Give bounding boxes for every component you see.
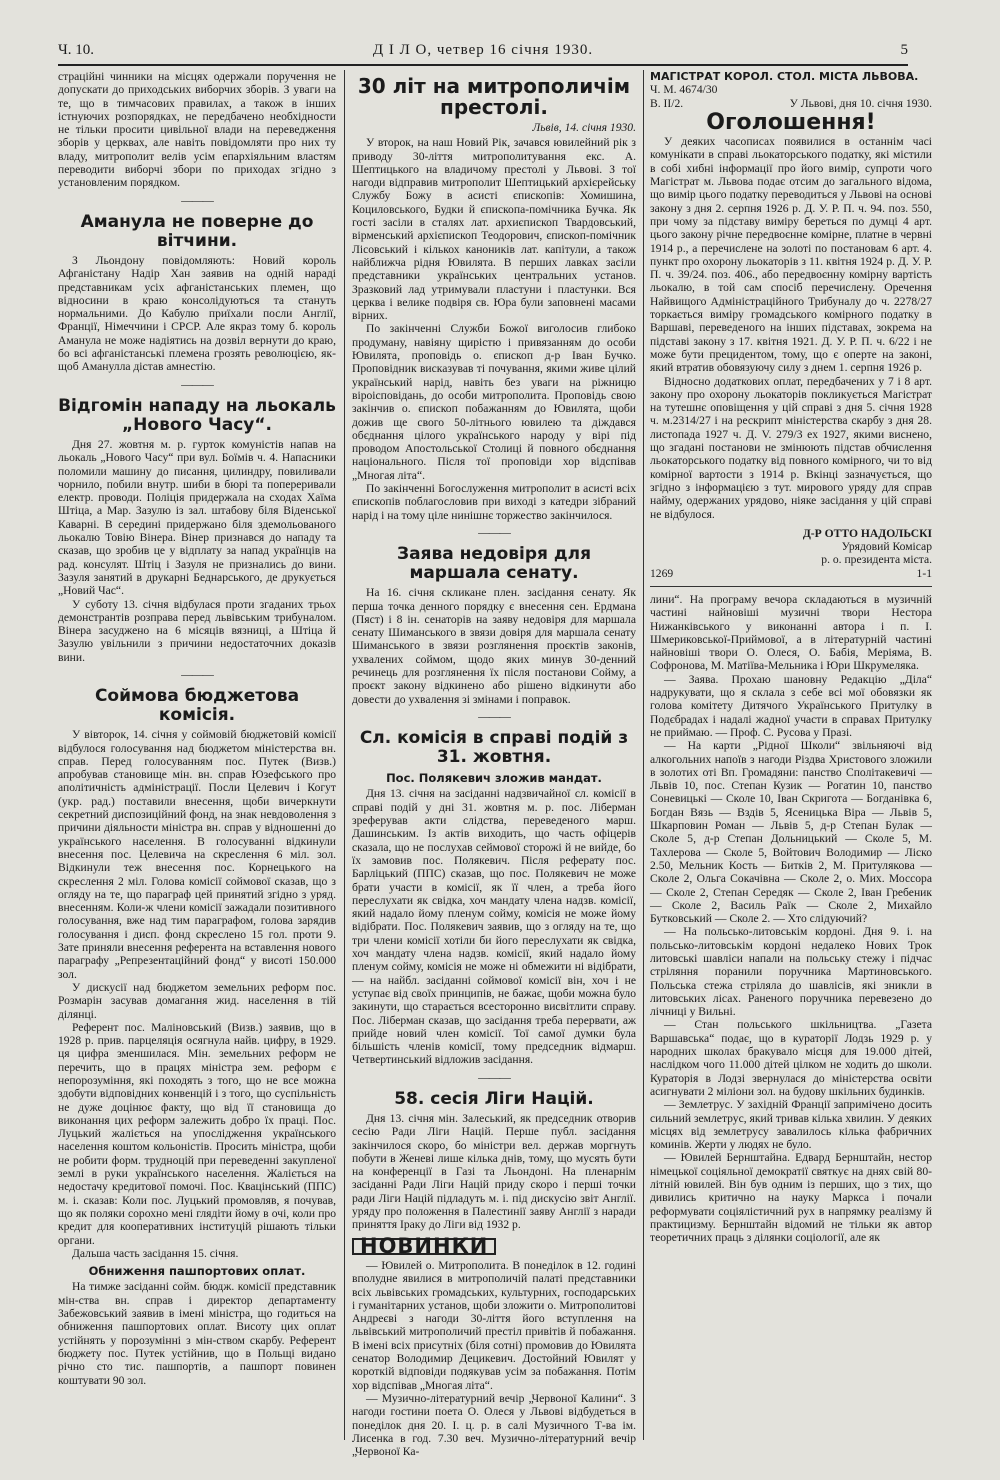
article-body-vidhomin: Дня 27. жовтня м. р. гурток комуністів напав на льокаль „Нового Часу“ при вул. Боїмів ч. 4. Напасники поломили машину до писання, цилиндру, повиливали чорнило, побили внутр. шиби в бюрі та попереривали електр. проводи. Поліція придержала на сходах Хаїма Штіца, а Мар. Зазулю із зал. штабову біля Віденської Каварні. В середині придержано біля здемольованого льокалю Товію Вінера. Вінер признався до нападу та сказав, що зробив це у відплату за напад українців на рад. консулят. Штіц і Зазуля не признались до вини. Зазуля занятий в друкарні Беднарського, де друкується „Новий Час“. bbox=[58, 437, 336, 598]
notice-signature-name: Д-Р ОТТО НАДОЛЬСКІ bbox=[802, 526, 932, 540]
article-title-soymova: Соймова бюджетова комісія. bbox=[94, 686, 300, 726]
ad-number: 1269 bbox=[650, 566, 674, 580]
article-body-obnyzhennia: На тимже засіданні сойм. бюдж. комісії представник мін-ства вн. справ і директор департаменту Забежовський заявив в імені міністра, що годиться на обниження пашпортових оплат. Висоту цих оплат устійнять у порозумінні з мін-ством скарбу. Референт бюджету пос. Путек устійнив, що в Польщі видано річно сто тис. пашпортів, а пашпорт повинен коштувати 90 зол. bbox=[58, 1280, 336, 1387]
page-header bbox=[58, 40, 908, 66]
notice-heading: Оголошення! bbox=[706, 109, 876, 135]
news-item: — Ювилей о. Митрополита. В понеділок в 12. годині вполудне явилися в митрополичій палаті представники всіх львівських громадських, культурних, господарських і гуманітарних установ, щоби зложити о. Митрополитові Андреєві з нагоди 30-ліття його вступлення на львівський митрополичий престіл привітів й побажання. В імені всіх присутніх (біля сотні) промовив до Ювилята сенатор Володимир Децикевич. Достойний Ювилят у короткій відповіди подякував усім за побажання. Потім хор відспівав „Многая літа“. bbox=[352, 1258, 636, 1392]
notice-number: Ч. М. 4674/30 bbox=[650, 83, 718, 97]
news-item: — Ювилей Бернштайна. Едвард Бернштайн, нестор німецької соціяльної демократії святкує на днях свій 80-літній ювилей. Він був одним із перших, що з тих, що дивились критично на науку Маркса і почали реформувати соціялістичний рух в напрямку реалізму й практицизму. Бернштайн відомий не тільки як автор теоретичних праць з ділянки соціології, але як bbox=[650, 1151, 932, 1245]
article-body-mitropolit: У второк, на наш Новий Рік, зачався ювилейний рік з приводу 30-ліття митрополитування екс. А. Шептицького на владичому престолі у Львові. З тої нагоди відправив митрополит Шептицький архієрейську Службу Божу в асисті єпископів: Хомишина, Коциловського, Будки й єпископа-помічника Бучка. Як гості засіли в сталях лат. архиєпископ Твардовський, вірменський архієпископ Теодорович, єпископ-помічник Лісовський і кількох каноників лат. капітули, а також найближча рідня Ювилята. В перших лавках засіли представники українських центральних установ. Зразковий лад утримували пластуни і пластунки. Вся церква і велике подвіря св. Юра були заповнені масами вірних. bbox=[352, 136, 636, 323]
article-body-mitropolit: По закінченні Богослуження митрополит в асисті всіх єпископів поблагословив при виході з катедри зібраний нарід і на тому ціле нинішнє торжество закінчилося. bbox=[352, 482, 636, 522]
news-item: — На карти „Рідної Школи“ звільняючі від алкогольних напоїв з нагоди Різдва Христового зложили в золотих оті Вп. Громадяни: панство Сполітакевичі — Львів 10, пос. Степан Кузик — Рогатин 10, панство Соневицькі — Сколе 10, Іван Скригота — Богданівка 6, Богдан Вязь — Вздів 5, Ясеницька Віра — Львів 5, Шкарповин Роман — Львів 5, д-р Степан Булак — Сколе 5, д-р Степан Дольницький — Сколе 5, М. Тахлерова — Сколе 5, Войтович Володимир — Ліско 2.50, Мельник Кость — Битків 2, М. Притулякова — Сколе 2, Ольга Сокачівна — Сколе 2, о. Мих. Моссора — Сколе 2, Степан Середяк — Сколе 2, Іван Гребеник — Сколе 2, Василь Раїк — Сколе 2, Михайло Бутковський — Сколе 2. — Хто слідуючий? bbox=[650, 739, 932, 926]
article-body-soymova: У вівторок, 14. січня у соймовій бюджетовій комісії відбулося голосування над бюджетом міністерства вн. справ. Перед голосуванням пос. Путек (Визв.) апробував становище мін. вн. справ Юзефського про аполітичність адміністрації. Посли Целевич і Когут (укр. рад.) поставили внесення, щоби вичеркнути секретний диспозиційний фонд, на знак невдоволення з причини діяльности міністра вн. справ у відношенні до українського населення. В голосуванні відкинули внесення пос. Целевича на скреслення 6 міл. зол. Відкинули теж внесення пос. Корнецького на скреслення 2 міл. Голова комісії соймової сказав, що з огляду на те, що параграф цей принятий згідно з уряд. внесенням. Коли-ж члени комісії зажадали позитивного голосування, вже над тим параграфом, голова зарядив голосування і дисп. фонд скреслено 15 гол. проти 9. Зате приняли внесення референта на вставлення нового параграфу „Репрезентаційний фонд“ у висоті 150.000 зол. bbox=[58, 728, 336, 981]
column-2 bbox=[352, 70, 636, 1459]
notice-date: У Львові, дня 10. січня 1930. bbox=[789, 96, 932, 110]
column-rule-2 bbox=[643, 70, 644, 1440]
article-title-mitropolit: 30 літ на митрополичім престолі. bbox=[357, 74, 631, 119]
article-title-amanula: Аманула не поверне до вітчини. bbox=[80, 211, 314, 251]
issue-number: Ч. 10. bbox=[58, 42, 94, 58]
article-subtitle-komisia: Пос. Полякевич зложив мандат. bbox=[386, 771, 602, 786]
news-item: лини“. На програму вечора складаються в музичній частині найновіші музичні твори Нестора Нижанківського у виконанні автора і п. І. Шмериковської-Приймової, а в літературній частині найновіші твори О. Олеся, О. Бабія, Меріяма, В. Софронова, М. Матіїва-Мельника і Юри Шкрумеляка. bbox=[650, 592, 932, 673]
news-item: — Музично-літературний вечір „Червоної Калини“. З нагоди гостини поета О. Олеся у Львові відбудеться в понеділок дня 20. І. ц. р. в салі Музичного Т-ва ім. Лисенка в год. 7.30 веч. Музично-літературний вечір „Червоної Ка- bbox=[352, 1391, 636, 1459]
article-body-soymova: Дальша часть засідання 15. січня. bbox=[72, 1246, 239, 1260]
news-item: — Заява. Прохаю шановну Редакцію „Діла“ надрукувати, що я склала з себе всі мої обовязки як голова комітету Дитячого Українського Притулку в Подєбрадах і надалі жадної участи в справах Притулку не приймаю. — Проф. С. Русова у Празі. bbox=[650, 672, 932, 739]
article-body-soymova: Референт пос. Маліновський (Визв.) заявив, що в 1928 р. прив. парцеляція осягнула найв. цифру, в 1929. ця цифра зменшилася. Мін. земельних реформ не перечить, що в працях міністра зем. реформ є непорозуміння, які походять з того, що не все можна здобути відповідних конвенцій і з того, що суспільність не дуже доцінює факту, що від її становища до виконання цих реформ залежить добро їх праці. Пос. Луцький жаліється на упослідження українського населення коштом кольоністів. Просить міністра, щоби не робити форм. трудноцій при переведенні закупленої землі в руки українського населення. Жаліється на недостачу кредитової помочі. Пос. Квацінський (ППС) м. і. сказав: Коли пос. Луцький промовляв, я почував, що як поляки сорохно мені глядіти йому в очі, коли про кредит для кооперативних інституцій рішають тільки органи. bbox=[58, 1020, 336, 1247]
divider: ——— bbox=[181, 193, 213, 207]
article-body-komisia: Дня 13. січня на засіданні надзвичайної сл. комісії в справі подій у дні 31. жовтня м. р. пос. Ліберман зреферував акти слідства, переведеного марш. Дашинським. Із актів виходить, що часть офіцерів сказала, що не послухав сеймової сторожі й не вийде, бо їх замовив пос. Полякевич. Після реферату пос. Барліцький (ППС) сказав, що пос. Полякевич не може брати участи в комісії, як її член, а треба його переслухати як свідка, хоч мандату члена надзв. комісії, який надало йому пленум сойму, комісія не може йому відібрати. Пос. Полякевич заявив, що з огляду на те, що три члени комісії хотіли би його переслухати як свідка, хоч мандату члена надзв. комісії, який надало йому пленум сойму, комісія не може ні обмежити ні відібрати, — на найбл. засіданні соймової комісії він, хоч і не уступає від своїх принципів, не бажає, щоби можна було закинути, що старається всесторонно висвітлити справу. Пос. Ліберман сказав, що засідання треба перервати, аж прийде новий член комісії. Тої самої думки була більшість членів комісії, тому председник відмарш. Четвертинський відложив засідання. bbox=[352, 787, 636, 1067]
ad-code: 1-1 bbox=[916, 566, 932, 580]
notice-issuer: МАГІСТРАТ КОРОЛ. СТОЛ. МІСТА ЛЬВОВА. bbox=[650, 70, 919, 83]
news-item: — Землетрус. У західній Франції запримічено досить сильний землетрус, який тривав кілька хвилин. У деяких місцях від землетрусу завалилось кілька фабричних коминів. Жерти у людях не було. bbox=[650, 1098, 932, 1152]
article-title-komisia: Сл. комісія в справі подій з 31. жовтня. bbox=[359, 728, 629, 768]
article-body-soymova: У дискусії над бюджетом земельних реформ пос. Розмарін засував домагання жид. населення в тій ділянці. bbox=[58, 980, 336, 1021]
masthead-date: Д І Л О, четвер 16 січня 1930. bbox=[372, 42, 594, 58]
article-body-liga: Дня 13. січня мін. Залеський, як председник отворив сесію Ради Ліги Націй. Перше публ. засідання закінчилося скоро, бо міністри вел. держав моргнуть побути в Женеві лише кілька днів, тому, що мусять бути на конференції в Газі та Льондоні. На пленарнім засіданні Ради Ліги Націй приду скоро і перші точки ради Ліги Націй підладуть м. і. під дискусію звіт Англії. уряду про положення в Палестинії заяву Англії з наради приняття Іраку до Ліги від 1932 р. bbox=[352, 1112, 636, 1232]
news-item: — Стан польського шкільництва. „Газета Варшавська“ подає, що в кураторії Лодзь 1929 р. у народних школах бракувало місця для 19.000 дітей, наслідком чого 11.000 дітей цілком не ходить до школи. Кураторія в Лодзі звернулася до міністерства освіти асигнувати 2 міліони зол. на будову шкільних будинків. bbox=[650, 1018, 932, 1098]
article-body-nedovira: На 16. січня скликане плен. засідання сенату. Як перша точка денного порядку є внесення сен. Ердмана (Пяст) і 8 ін. сенаторів на заяву недовіря для маршала сенату Шиманського в звязи довіря для маршала сенату Шиманського в звязи розглянення проєктів законів, ухвалених соймом, щодо яких минув 30-денний речинець для розглянення їх після постанови Сойму, а проєкт закону відкинено або рішено відкинути або довести до ухвалення зі змінами і поправок. bbox=[352, 586, 636, 706]
article-continuation: страційні чинники на місцях одержали поручення не допускати до приходських виборчих зборів. З уваги на те, що в тимчасових правилах, а також в інших істнуючих розпорядках, не передбачено необхідности не тільки просити цивільної влади на переведження зборів у церквах, але навіть повідомляти про них ту владу, митрополит велів усім епархіяльним властям переводити виборчі збори по приходах згідно з установленим порядком. bbox=[58, 70, 336, 190]
article-title-liga: 58. сесія Ліги Націй. bbox=[394, 1089, 594, 1109]
divider: ——— bbox=[478, 525, 510, 539]
article-body-mitropolit: По закінченні Служби Божої виголосив глибоко продуману, навіяну щирістю і привязанням до особи Ювилята, проповідь о. єпископ д-р Іван Бучко. Проповідник висказував ті почування, якими живе цілий український нарід, навіть без уваги на ріжницю віроісповідань, до особи митрополита. Проповідь свою закінчив о. єпископ побажанням до Ювилята, щоби дожив ще свого 50-літнього ювилею та діждався обєднання цілого українського народу у вірі під проводом Апостольської Столиці й повного обєднання національного. Після тої проповіди хор відспівав „Многая літа“. bbox=[352, 322, 636, 482]
divider: ——— bbox=[181, 667, 213, 681]
divider bbox=[650, 586, 932, 587]
article-title-obnyzhennia: Обниження пашпортових оплат. bbox=[88, 1264, 306, 1279]
ad-code-row bbox=[650, 567, 932, 580]
news-item: — На польсько-литовськім кордоні. Дня 9. і. на польсько-литовськім кордоні недалеко Нових Трок литовські шавліси напали на польську стежу і підчас стріляння поранили поручника Мартиновського. Польська стежа стріляла до шавлісів, які зникли в литовських лісах. Раненого поручника перевезено до лічниці у Вильні. bbox=[650, 925, 932, 1019]
page-number: 5 bbox=[900, 42, 908, 58]
divider: ——— bbox=[478, 709, 510, 723]
notice-signature-title: Урядовий Комісар bbox=[841, 540, 932, 554]
column-rule-1 bbox=[344, 70, 345, 1440]
article-title-vidhomin: Відгомін нападу на льокаль „Нового Часу“. bbox=[58, 395, 336, 435]
column-1 bbox=[58, 70, 336, 1440]
notice-body: У деяких часописах появилися в останнім часі комунікати в справі льокаторського податку, які містили в собі хибні інформації про його вимір, супроти чого Магістрат м. Львова подає отсим до загального відома, що вимір цього податку переводиться у Львові на основі закону з дня 2. серпня 1926 р. Д. У. Р. П. ч. 94. поз. 550, при чому за підставу виміру береться по думці 4 арт. цього закону річне передвоєнне комірне, платне в червні 1914 р., а перечислене на золоті по постановам 6 арт. 4. пункт про охорону льокаторів з 11. квітня 1924 р. Д. У. Р. П. ч. 39/24. поз. 406., або передвоєнну комірну вартість льокалю, в той сам спосіб перечислену. Оречення Найвищого Адміністраційного Трибуналу до ч. 2278/27 торкається виміру громадського комірного податку в Варшаві, переведеного на інших підставах, зокрема на підставі закону з 17. квітня 1921. Д. У. Р. П. ч. 6/22 і не може бути прецидентом, тому, що є оперте на законі, який втратив обовязуючу силу з днем 1. серпня 1926 р. bbox=[650, 135, 932, 375]
notice-ref-row bbox=[650, 97, 932, 110]
divider: ——— bbox=[181, 377, 213, 391]
section-heading-novynky: НОВИНКИ bbox=[352, 1238, 496, 1255]
notice-body: Відносно додаткових оплат, передбачених у 7 і 8 арт. закону про охорону льокаторів покликується Магістрат на тутешнє оповіщення у цій справі з дня 5. січня 1928 ч. м.2314/27 і на рескрипт міністерства скарбу з дня 28. листопада 1927 ч. Д. V. 279/3 ex 1927, якими виснено, що згадані постанови не змінюють підстав обчислення льокаторського податку від повного комірного, чи то від комірної вартости з 1914 р. Вкінці зазначується, що згідно з інформацією з тут. мирового уряду для справ найму, одержаних урядово, ніяке засідання у цій справі не відбулося. bbox=[650, 374, 932, 521]
notice-signature-role: р. о. президента міста. bbox=[821, 553, 932, 567]
notice-ref: В. II/2. bbox=[650, 96, 684, 110]
dateline: Львів, 14. січня 1930. bbox=[532, 121, 636, 134]
article-body-amanula: З Льондону повідомляють: Новий король Афганістану Надір Хан заявив на одній нараді представникам усіх афганістанських племен, що відносини в краю консолідуються та стануть нормальними. До Кабулю приїхали посли Англії, Франції, Німеччини і СРСР. Але якраз тому б. король Аманула не може надіятись на дозвіл вернути до краю, бо всі афганістанські племена грозять революцією, як-щоб Амануллa дістав амнестію. bbox=[58, 253, 336, 374]
article-body-vidhomin: У суботу 13. січня відбулася проти згаданих трьох демонстрантів розправа перед львівським трибуналом. Вінера засуджено на 6 місяців вязниці, а Штіца й Зазулю увільнили з причини недостаточних доказів вини. bbox=[58, 597, 336, 664]
divider: ——— bbox=[478, 1070, 510, 1084]
column-3 bbox=[650, 70, 932, 1440]
article-title-nedovira: Заява недовіря для маршала сенату. bbox=[397, 544, 591, 584]
